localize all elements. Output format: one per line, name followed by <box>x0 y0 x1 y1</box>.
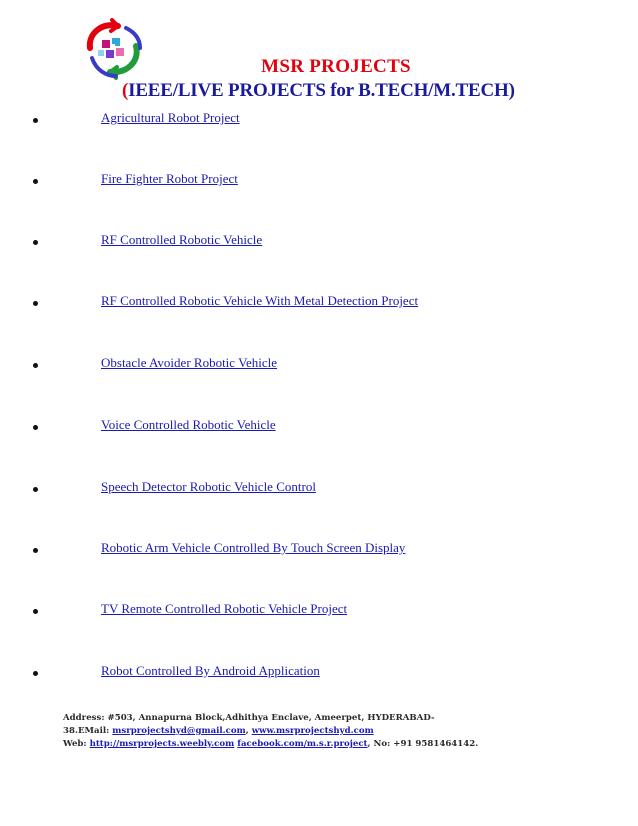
subtitle-open-paren: ( <box>122 80 129 101</box>
list-item <box>0 355 600 375</box>
list-item <box>0 540 600 560</box>
weebly-link[interactable]: http://msrprojects.weebly.com <box>89 739 235 749</box>
list-item <box>0 479 600 499</box>
list-item <box>0 171 600 191</box>
web-prefix: Web: <box>63 739 90 749</box>
project-link-tv-remote[interactable]: TV Remote Controlled Robotic Vehicle Project <box>101 601 348 616</box>
list-item <box>0 110 600 130</box>
project-link-speech-detector[interactable]: Speech Detector Robotic Vehicle Control <box>101 479 316 494</box>
bullet-icon <box>33 179 38 184</box>
list-item <box>0 663 600 683</box>
project-link-voice-controlled[interactable]: Voice Controlled Robotic Vehicle <box>101 417 276 432</box>
bullet-icon <box>33 609 38 614</box>
footer-web-line <box>63 738 603 751</box>
subtitle-text: IEEE/LIVE PROJECTS for B.TECH/M.TECH) <box>128 80 515 101</box>
list-item <box>0 417 600 437</box>
bullet-icon <box>33 240 38 245</box>
list-item <box>0 601 600 621</box>
project-link-agricultural-robot[interactable]: Agricultural Robot Project <box>101 110 240 125</box>
page-title: MSR PROJECTS <box>261 56 411 77</box>
email-link[interactable]: msrprojectshyd@gmail.com <box>112 726 246 736</box>
bullet-icon <box>33 487 38 492</box>
project-link-rf-controlled-vehicle[interactable]: RF Controlled Robotic Vehicle <box>101 232 263 247</box>
footer-contact <box>63 712 603 751</box>
bullet-icon <box>33 118 38 123</box>
list-item <box>0 232 600 252</box>
bullet-icon <box>33 301 38 306</box>
bullet-icon <box>33 425 38 430</box>
project-link-fire-fighter-robot[interactable]: Fire Fighter Robot Project <box>101 171 238 186</box>
bullet-icon <box>33 671 38 676</box>
website-link[interactable]: www.msrprojectshyd.com <box>251 726 374 736</box>
project-link-robotic-arm-touch[interactable]: Robotic Arm Vehicle Controlled By Touch Screen Display <box>101 540 406 555</box>
email-prefix: 38.EMail: <box>63 726 113 736</box>
footer-address-line: Address: #503, Annapurna Block,Adhithya Enclave, Ameerpet, HYDERABAD- <box>63 713 435 723</box>
bullet-icon <box>33 548 38 553</box>
footer-email-line <box>63 725 603 738</box>
bullet-icon <box>33 363 38 368</box>
project-link-rf-metal-detection[interactable]: RF Controlled Robotic Vehicle With Metal Detection Project <box>101 293 419 308</box>
list-item <box>0 293 600 313</box>
phone-text: , No: +91 9581464142. <box>367 739 479 749</box>
facebook-link[interactable]: facebook.com/m.s.r.project <box>237 739 368 749</box>
project-link-android-application[interactable]: Robot Controlled By Android Application <box>101 663 320 678</box>
footer-separator: , <box>245 726 252 736</box>
project-link-obstacle-avoider[interactable]: Obstacle Avoider Robotic Vehicle <box>101 355 278 370</box>
page-subtitle <box>122 80 515 102</box>
